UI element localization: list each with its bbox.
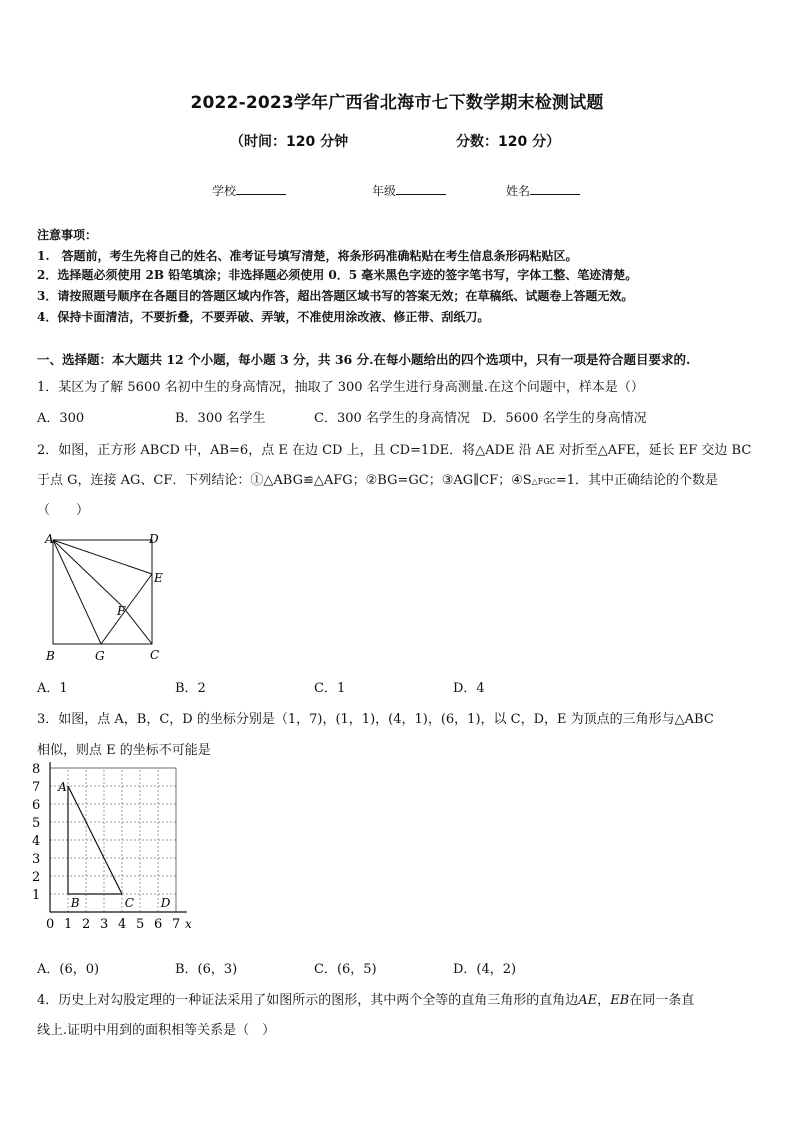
q1-option-b[interactable]: B．300 名学生 bbox=[175, 411, 266, 426]
question-2-line2: 于点 G，连接 AG、CF．下列结论：①△ABG≌△AFG；②BG=GC；③AG∥CF；④S△FGC=1．其中正确结论的个数是 bbox=[37, 473, 719, 488]
school-field: 学校 bbox=[212, 182, 286, 199]
y-tick-label: 6 bbox=[32, 798, 41, 813]
q1-option-c[interactable]: C．300 名学生的身高情况 bbox=[314, 411, 470, 426]
question-1-stem: 1．某区为了解 5600 名初中生的身高情况，抽取了 300 名学生进行身高测量.在这个问题中，样本是（） bbox=[37, 380, 644, 395]
q3-option-b[interactable]: B．(6，3) bbox=[175, 962, 238, 977]
q3-option-c[interactable]: C．(6，5) bbox=[314, 962, 377, 977]
grade-blank[interactable] bbox=[396, 182, 446, 195]
notice-item: 1. 答题前，考生先将自己的姓名、准考证号填写清楚，将条形码准确粘贴在考生信息条形码粘贴区。 bbox=[37, 249, 578, 263]
x-tick-label: 5 bbox=[136, 917, 145, 932]
question-3-line1: 3．如图，点 A，B，C，D 的坐标分别是（1，7)，(1，1)，(4，1)，(6，1)，以 C，D，E 为顶点的三角形与△ABC bbox=[37, 712, 714, 727]
q1-option-a[interactable]: A．300 bbox=[37, 411, 85, 426]
segment-af bbox=[53, 540, 123, 607]
y-tick-label: 1 bbox=[32, 888, 41, 903]
axes bbox=[50, 762, 187, 912]
grid-border bbox=[50, 768, 176, 912]
q2-option-d[interactable]: D．4 bbox=[453, 681, 485, 696]
label-e: E bbox=[154, 571, 163, 585]
q2-option-b[interactable]: B．2 bbox=[175, 681, 206, 696]
grade-field: 年级 bbox=[372, 182, 446, 199]
x-tick-label: 2 bbox=[82, 917, 91, 932]
exam-time: （时间：120 分钟 bbox=[230, 134, 349, 150]
notice-heading: 注意事项： bbox=[37, 228, 98, 242]
point-label-c: C bbox=[124, 896, 134, 910]
question-2-line3: （ ） bbox=[37, 503, 90, 518]
point-label-d: D bbox=[160, 896, 171, 910]
label-a: A bbox=[45, 532, 54, 546]
segment-ac bbox=[68, 786, 122, 894]
question-4-line1: 4．历史上对勾股定理的一种证法采用了如图所示的图形，其中两个全等的直角三角形的直角边AE，EB在同一条直 bbox=[37, 993, 695, 1008]
point-label-b: B bbox=[70, 896, 80, 910]
name-field: 姓名 bbox=[506, 182, 580, 199]
x-tick-label: 6 bbox=[154, 917, 163, 932]
exam-score: 分数：120 分） bbox=[456, 134, 561, 150]
label-b: B bbox=[46, 649, 55, 663]
y-tick-label: 3 bbox=[32, 852, 41, 867]
segment-ag bbox=[53, 540, 101, 644]
page-title: 2022-2023学年广西省北海市七下数学期末检测试题 bbox=[190, 93, 604, 113]
y-tick-label: 5 bbox=[32, 816, 41, 831]
y-tick-label: 4 bbox=[32, 834, 41, 849]
x-tick-label: 4 bbox=[118, 917, 127, 932]
segment-fc bbox=[123, 607, 152, 644]
q1-option-d[interactable]: D．5600 名学生的身高情况 bbox=[482, 411, 647, 426]
notice-item: 2．选择题必须使用 2B 铅笔填涂；非选择题必须使用 0．5 毫米黑色字迹的签字笔书写，字体工整、笔迹清楚。 bbox=[37, 268, 638, 282]
notice-item: 4．保持卡面清洁，不要折叠，不要弄破、弄皱，不准使用涂改液、修正带、刮纸刀。 bbox=[37, 310, 490, 324]
notice-item: 3．请按照题号顺序在各题目的答题区域内作答，超出答题区域书写的答案无效；在草稿纸、试题卷上答题无效。 bbox=[37, 289, 634, 303]
point-label-a: A bbox=[58, 780, 67, 794]
x-tick-label: 0 bbox=[46, 917, 55, 932]
name-blank[interactable] bbox=[530, 182, 580, 195]
q3-option-a[interactable]: A．(6，0) bbox=[37, 962, 100, 977]
y-tick-label: 8 bbox=[32, 762, 41, 777]
segment-ae bbox=[53, 540, 152, 574]
square-figure bbox=[40, 530, 175, 665]
school-blank[interactable] bbox=[236, 182, 286, 195]
x-tick-label: 7 bbox=[172, 917, 181, 932]
question-2-line1: 2．如图，正方形 ABCD 中，AB=6，点 E 在边 CD 上，且 CD=1DE．将△ADE 沿 AE 对折至△AFE，延长 EF 交边 BC bbox=[37, 443, 752, 458]
question-3-line2: 相似，则点 E 的坐标不可能是 bbox=[37, 743, 211, 758]
label-d: D bbox=[149, 532, 159, 546]
q2-option-c[interactable]: C．1 bbox=[314, 681, 346, 696]
coordinate-grid-figure bbox=[30, 762, 205, 950]
grid-lines bbox=[50, 768, 176, 912]
q3-option-d[interactable]: D．(4，2) bbox=[453, 962, 517, 977]
question-4-line2: 线上.证明中用到的面积相等关系是（ ） bbox=[37, 1023, 276, 1038]
x-tick-label: 1 bbox=[64, 917, 73, 932]
y-tick-label: 7 bbox=[32, 780, 41, 795]
q2-option-a[interactable]: A．1 bbox=[37, 681, 68, 696]
label-c: C bbox=[150, 648, 160, 662]
triangle-abc bbox=[57, 780, 171, 910]
x-tick-label: 3 bbox=[100, 917, 109, 932]
label-g: G bbox=[95, 649, 105, 663]
y-tick-label: 2 bbox=[32, 870, 41, 885]
square-abcd bbox=[53, 540, 152, 644]
label-f: F bbox=[117, 604, 126, 618]
section-heading: 一、选择题：本大题共 12 个小题，每小题 3 分，共 36 分.在每小题给出的四个选项中，只有一项是符合题目要求的. bbox=[37, 352, 691, 367]
x-axis-label: x bbox=[185, 917, 192, 931]
